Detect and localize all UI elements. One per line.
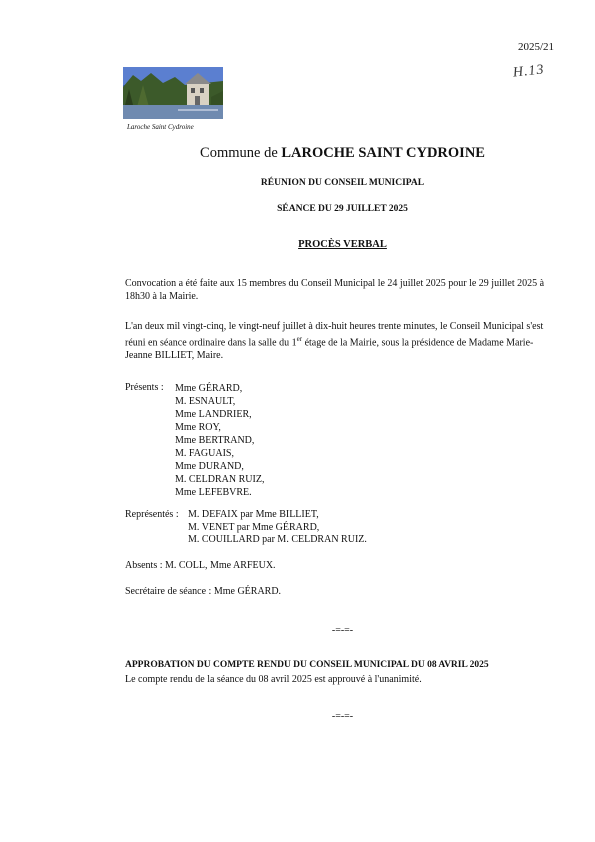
session-date: SÉANCE DU 29 JUILLET 2025 [277, 204, 408, 214]
opening-text-part2: étage de la Mairie, sous la présidence de Madame Marie-Jeanne BILLIET, Maire. [125, 337, 534, 362]
approval-text: Le compte rendu de la séance du 08 avril 2025 est approuvé à l'unanimité. [125, 674, 422, 685]
meeting-title: RÉUNION DU CONSEIL MUNICIPAL [260, 178, 425, 188]
presents-label: Présents : [125, 382, 164, 393]
represented-member: M. DEFAIX par Mme BILLIET, [188, 509, 319, 520]
document-reference: 2025/21 [517, 41, 554, 53]
logo-caption: Laroche Saint Cydroine [127, 123, 194, 131]
section-separator: -=-=- [331, 625, 354, 636]
commune-title [0, 145, 595, 162]
approval-heading: APPROBATION DU COMPTE RENDU DU CONSEIL MUNICIPAL DU 08 AVRIL 2025 [125, 660, 489, 670]
present-member: Mme LANDRIER, [175, 409, 252, 420]
proces-verbal-heading: PROCÈS VERBAL [298, 239, 387, 250]
commune-prefix: Commune de [200, 145, 282, 161]
present-member: M. FAGUAIS, [175, 448, 234, 459]
commune-name: LAROCHE SAINT CYDROINE [281, 145, 485, 161]
commune-logo [123, 67, 223, 119]
absents-line: Absents : M. COLL, Mme ARFEUX. [125, 560, 276, 571]
present-member: M. ESNAULT, [175, 396, 236, 407]
secretary-line: Secrétaire de séance : Mme GÉRARD. [125, 586, 282, 597]
representes-label: Représentés : [125, 509, 179, 520]
represented-member: M. VENET par Mme GÉRARD, [188, 521, 320, 533]
opening-paragraph [125, 320, 555, 362]
presents-list [175, 382, 264, 499]
present-member: Mme GÉRARD, [175, 383, 243, 394]
opening-text-part1: L'an deux mil vingt-cinq, le vingt-neuf juillet à dix-huit heures trente minutes, le Conseil Municipal s'est réuni en séance ordinaire dans la salle du 1 [125, 321, 544, 349]
present-member: Mme LEFEBVRE. [175, 487, 252, 498]
present-member: M. CELDRAN RUIZ, [175, 474, 265, 485]
present-member: Mme BERTRAND, [175, 435, 255, 446]
logo-image [123, 67, 223, 119]
convocation-paragraph: Convocation a été faite aux 15 membres du Conseil Municipal le 24 juillet 2025 pour le 29 juillet 2025 à 18h30 à la Mairie. [125, 278, 545, 302]
represented-member: M. COUILLARD par M. CELDRAN RUIZ. [188, 534, 367, 545]
representes-list [188, 509, 367, 547]
handwritten-annotation: H.13 [512, 62, 546, 81]
present-member: Mme DURAND, [175, 461, 244, 472]
section-separator-bottom: -=-=- [331, 711, 354, 722]
floor-superscript: er [296, 335, 303, 343]
present-member: Mme ROY, [175, 422, 221, 433]
